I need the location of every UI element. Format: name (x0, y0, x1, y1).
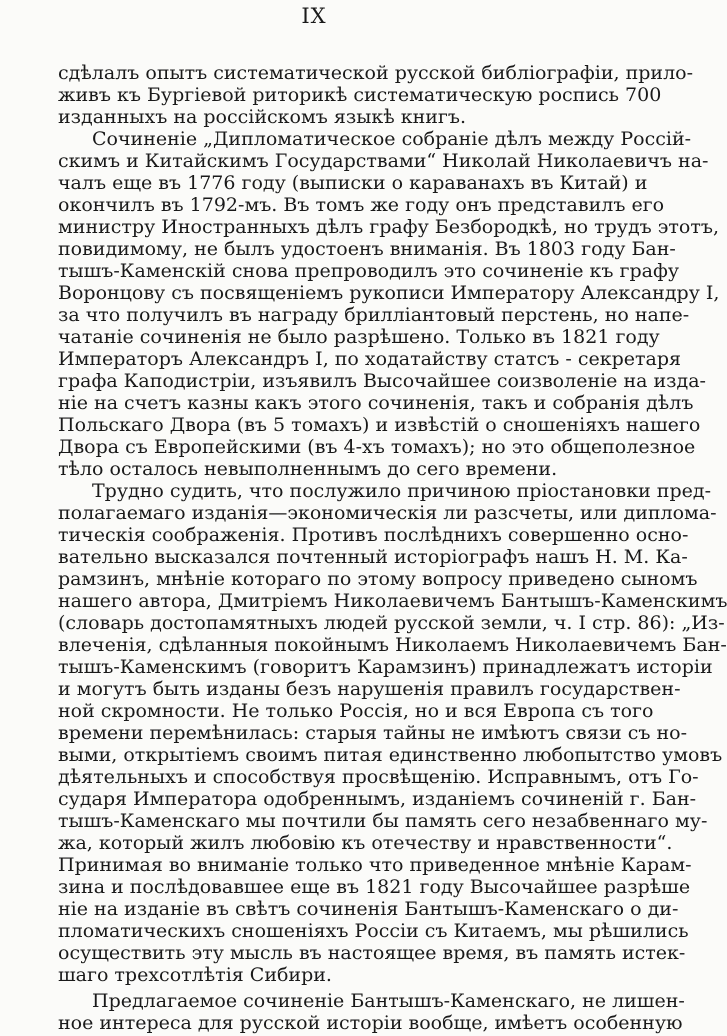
text-line: графа Каподистріи, изъявилъ Высочайшее соизволеніе на изда- (58, 370, 706, 392)
text-line: Двора съ Европейскими (въ 4-хъ томахъ); но это общеполезное (58, 436, 696, 458)
text-line: выми, открытіемъ своимъ питая единственно любопытство умовъ (58, 744, 723, 766)
text-line: министру Иностранныхъ дѣлъ графу Безбородкѣ, но трудъ этотъ, (58, 216, 720, 238)
text-line: нашего автора, Дмитріемъ Николаевичемъ Бантышъ-Каменскимъ (58, 590, 727, 612)
text-line: изданныхъ на россійскомъ языкѣ книгъ. (58, 106, 466, 128)
text-line: тышъ-Каменскаго мы почтили бы память сего незабвеннаго му- (58, 810, 708, 832)
text-line: жа, который жилъ любовію къ отечеству и нравственности“. (58, 832, 673, 854)
text-line: Императоръ Александръ I, по ходатайству статсъ - секретаря (58, 348, 682, 370)
text-line: чалъ еще въ 1776 году (выписки о караванахъ въ Китай) и (58, 172, 648, 194)
text-line: ное интереса для русской исторіи вообще, имѣетъ особенную (58, 1012, 683, 1034)
text-line: тышъ-Каменскій снова препроводилъ это сочиненіе къ графу (58, 260, 680, 282)
text-line: Польскаго Двора (въ 5 томахъ) и извѣстій о сношеніяхъ нашего (58, 414, 701, 436)
text-line: окончилъ въ 1792-мъ. Въ томъ же году онъ представилъ его (58, 194, 665, 216)
text-line: (словарь достопамятныхъ людей русской земли, ч. I стр. 86): „Из- (58, 612, 725, 634)
text-line: живъ къ Бургіевой риторикѣ систематическую роспись 700 (58, 84, 662, 106)
text-line: тышъ-Каменскимъ (говоритъ Карамзинъ) принадлежатъ исторіи (58, 656, 713, 678)
text-line: чатаніе сочиненія не было разрѣшено. Только въ 1821 году (58, 326, 660, 348)
text-line: влеченія, сдѣланныя покойнымъ Николаемъ Николаевичемъ Бан- (58, 634, 727, 656)
text-line: Предлагаемое сочиненіе Бантышъ-Каменскаго, не лишен- (92, 990, 685, 1012)
text-line: рамзинъ, мнѣніе котораго по этому вопросу приведено сыномъ (58, 568, 698, 590)
text-line: за что получилъ въ награду бриллiантовый перстень, но напе- (58, 304, 690, 326)
page-number: IX (301, 4, 327, 28)
text-line: и могутъ быть изданы безъ нарушенія правилъ государствен- (58, 678, 681, 700)
text-line: пломатическихъ сношеніяхъ Россіи съ Китаемъ, мы рѣшились (58, 920, 689, 942)
text-line: дѣятельныхъ и способствуя просвѣщенію. Исправнымъ, отъ Го- (58, 766, 699, 788)
text-line: сударя Императора одобреннымъ, изданіемъ сочиненій г. Бан- (58, 788, 697, 810)
text-line: Принимая во вниманіе только что приведенное мнѣніе Карам- (58, 854, 692, 876)
text-line: тическія соображенія. Противъ послѣднихъ совершенно осно- (58, 524, 689, 546)
text-line: ніе на счетъ казны какъ этого сочиненія, такъ и собранія дѣлъ (58, 392, 694, 414)
text-line: ніе на изданіе въ свѣтъ сочиненія Бантышъ-Каменскаго о ди- (58, 898, 679, 920)
text-line: Воронцову съ посвященіемъ рукописи Императору Александру I, (58, 282, 720, 304)
text-line: повидимому, не былъ удостоенъ вниманія. Въ 1803 году Бан- (58, 238, 676, 260)
text-line: зина и послѣдовавшее еще въ 1821 году Высочайшее разрѣше (58, 876, 691, 898)
text-line: вательно высказался почтенный исторіографъ нашъ Н. М. Ка- (58, 546, 688, 568)
text-line: тѣло осталось невыполненнымъ до сего времени. (58, 458, 558, 480)
text-line: Трудно судить, что послужило причиною пріостановки пред- (92, 480, 711, 502)
text-line: сдѣлалъ опытъ систематической русской библіографіи, прило- (58, 62, 694, 84)
text-line: осуществить эту мысль въ настоящее время, въ память истек- (58, 942, 686, 964)
text-line: Сочиненіе „Дипломатическое собраніе дѣлъ между Россій- (92, 128, 692, 150)
text-line: скимъ и Китайскимъ Государствами“ Николай Николаевичъ на- (58, 150, 709, 172)
text-line: ной скромности. Не только Россія, но и вся Европа съ того (58, 700, 654, 722)
text-line: полагаемаго изданія—экономическія ли разсчеты, или диплома- (58, 502, 717, 524)
text-line: времени перемѣнилась: старыя тайны не имѣютъ связи съ но- (58, 722, 688, 744)
text-line: шаго трехсотлѣтія Сибири. (58, 964, 332, 986)
